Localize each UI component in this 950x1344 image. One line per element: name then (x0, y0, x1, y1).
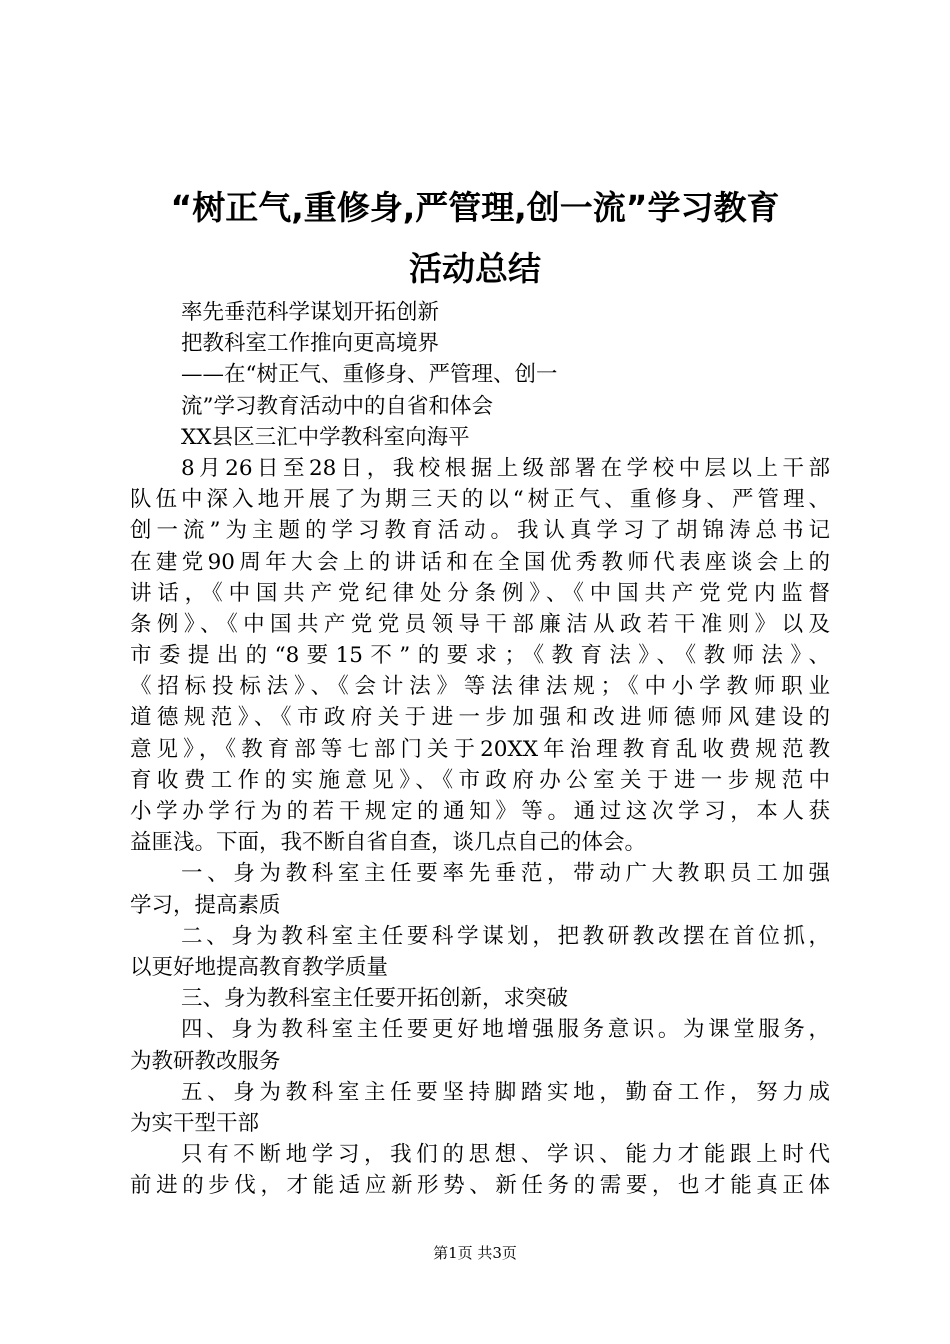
paragraph-line: 在建党90周年大会上的讲话和在全国优秀教师代表座谈会上的 (130, 549, 830, 575)
section-heading-line: 二、身为教科室主任要科学谋划，把教研教改摆在首位抓， (181, 923, 830, 949)
paragraph-line: 队伍中深入地开展了为期三天的以“树正气、重修身、严管理、 (130, 487, 830, 513)
subtitle-line: 把教科室工作推向更高境界 (181, 331, 440, 357)
paragraph-line: 条例》、《中国共产党党员领导干部廉洁从政若干准则》以及 (130, 611, 830, 637)
section-heading-line: 为实干型干部 (130, 1110, 260, 1136)
page-number-footer: 第1页 共3页 (433, 1244, 517, 1262)
paragraph-line: 只有不断地学习，我们的思想、学识、能力才能跟上时代 (181, 1142, 830, 1168)
section-heading-line: 四、身为教科室主任要更好地增强服务意识。为课堂服务， (181, 1017, 830, 1043)
section-heading-line: 学习，提高素质 (130, 892, 281, 918)
section-heading-line: 五、身为教科室主任要坚持脚踏实地，勤奋工作，努力成 (181, 1079, 830, 1105)
paragraph-line: 道德规范》、《市政府关于进一步加强和改进师德师风建设的 (130, 705, 830, 731)
document-title-line-2: 活动总结 (409, 249, 541, 288)
paragraph-line: 前进的步伐，才能适应新形势、新任务的需要，也才能真正体 (130, 1173, 830, 1199)
paragraph-line: 市委提出的“8要15不”的要求；《教育法》、《教师法》、 (130, 643, 830, 669)
paragraph-line: 讲话，《中国共产党纪律处分条例》、《中国共产党党内监督 (130, 580, 830, 606)
section-heading-line: 以更好地提高教育教学质量 (130, 954, 389, 980)
paragraph-line: 创一流”为主题的学习教育活动。我认真学习了胡锦涛总书记 (130, 518, 830, 544)
paragraph-line: 意见》，《教育部等七部门关于20XX年治理教育乱收费规范教 (130, 736, 830, 762)
paragraph-line: 8月26日至28日，我校根据上级部署在学校中层以上干部 (181, 455, 830, 481)
subtitle-line: ——在“树正气、重修身、严管理、创一 (181, 362, 558, 388)
document-body (130, 297, 830, 1201)
section-heading-line: 一、身为教科室主任要率先垂范，带动广大教职员工加强 (181, 861, 830, 887)
paragraph-line: 小学办学行为的若干规定的通知》等。通过这次学习，本人获 (130, 799, 830, 824)
paragraph-line: 益匪浅。下面，我不断自省自查，谈几点自己的体会。 (130, 830, 647, 856)
author-line: XX县区三汇中学教科室向海平 (181, 424, 470, 450)
document-title-line-1: “树正气,重修身,严管理,创一流”学习教育 (170, 188, 780, 227)
paragraph-line: 《招标投标法》、《会计法》等法律法规；《中小学教师职业 (130, 674, 830, 700)
subtitle-line: 率先垂范科学谋划开拓创新 (181, 300, 440, 325)
section-heading-line: 三、身为教科室主任要开拓创新，求突破 (181, 986, 569, 1012)
subtitle-line: 流”学习教育活动中的自省和体会 (181, 393, 493, 419)
paragraph-line: 育收费工作的实施意见》、《市政府办公室关于进一步规范中 (130, 767, 830, 793)
section-heading-line: 为教研教改服务 (130, 1048, 281, 1074)
